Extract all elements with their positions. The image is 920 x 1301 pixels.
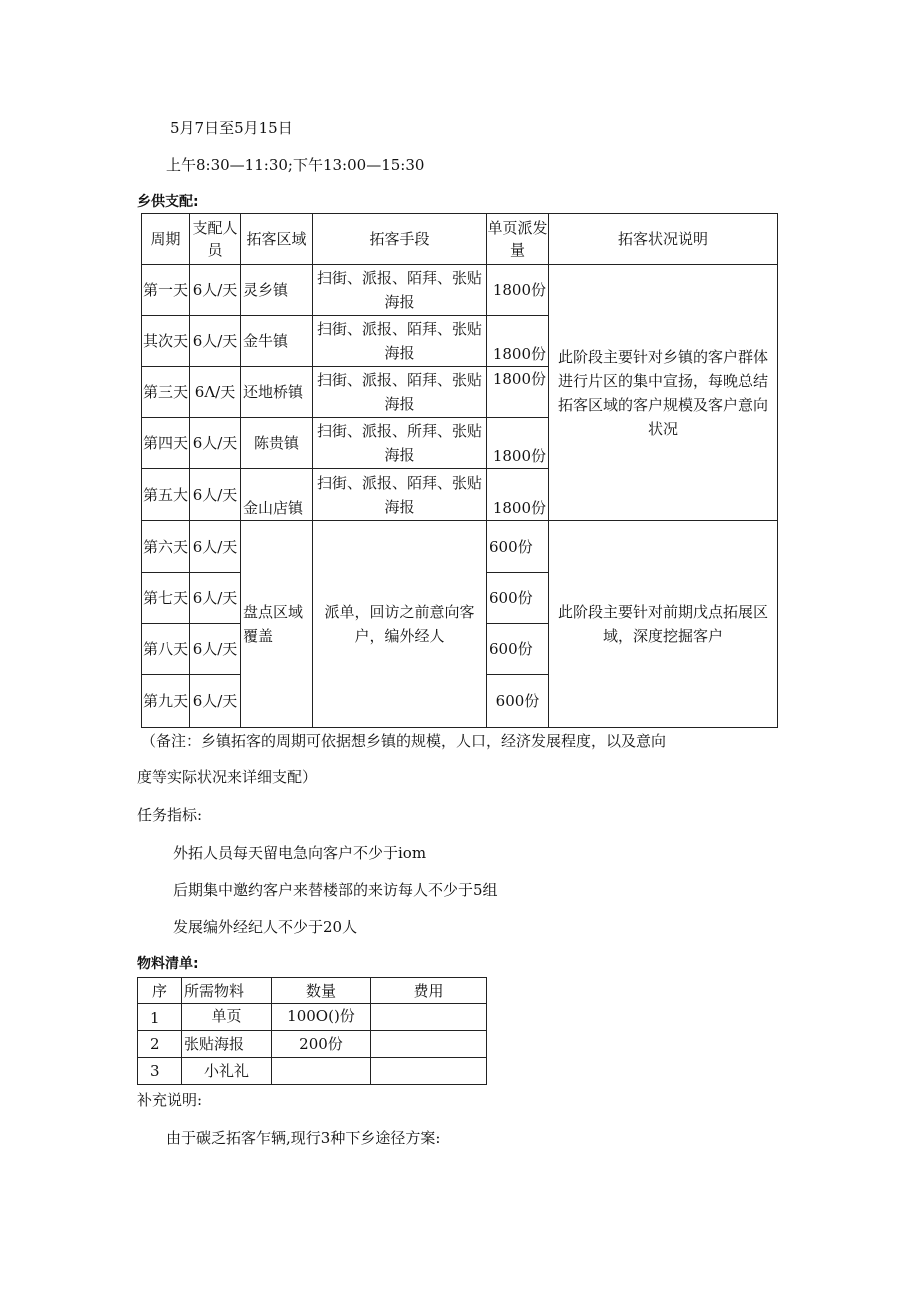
qty-cell: 600份	[487, 624, 549, 675]
staff-cell: 6人/天	[190, 469, 241, 521]
period-cell: 第三天	[142, 367, 190, 418]
period-cell: 第五大	[142, 469, 190, 521]
cost-cell	[371, 1058, 487, 1085]
qty-cell: 200份	[272, 1031, 371, 1058]
method-cell: 扫街、派报、陌拜、张贴海报	[313, 367, 487, 418]
date-range: 5月7日至5月15日	[170, 119, 293, 137]
qty-cell: 1800份	[487, 367, 549, 418]
remark-line-2: 度等实际状况来详细支配）	[137, 768, 318, 786]
schedule-table	[141, 213, 778, 728]
target-item: 外拓人员每天留电急向客户不少于iom	[173, 844, 427, 862]
materials-table	[137, 977, 487, 1085]
table-row	[142, 265, 778, 316]
method-cell: 扫街、派报、陌拜、张贴海报	[313, 469, 487, 521]
cost-cell	[371, 1004, 487, 1031]
no-cell: 3	[138, 1058, 182, 1085]
staff-cell: 6人/天	[190, 573, 241, 624]
qty-cell: 600份	[487, 675, 549, 728]
staff-cell: 6Λ/天	[190, 367, 241, 418]
col-item: 所需物料	[182, 978, 272, 1004]
area-cell: 陈贵镇	[241, 418, 313, 469]
item-cell: 小礼礼	[182, 1058, 272, 1085]
staff-cell: 6人/天	[190, 316, 241, 367]
col-method: 拓客手段	[313, 214, 487, 265]
supplement-heading: 补充说明:	[137, 1091, 203, 1109]
area-cell: 金山店镇	[241, 469, 313, 521]
col-area: 拓客区域	[241, 214, 313, 265]
target-item: 发展编外经纪人不少于20人	[173, 918, 358, 936]
qty-cell: 1800份	[487, 265, 549, 316]
cost-cell	[371, 1031, 487, 1058]
staff-cell: 6人/天	[190, 418, 241, 469]
note-cell-stage-2: 此阶段主要针对前期戊点拓展区域，深度挖掘客户	[549, 521, 778, 728]
table-row	[142, 521, 778, 573]
table-row	[138, 1004, 487, 1031]
col-staff: 支配人员	[190, 214, 241, 265]
merged-method-cell: 派单，回访之前意向客户，编外经人	[313, 521, 487, 728]
staff-cell: 6人/天	[190, 675, 241, 728]
method-cell: 扫街、派报、陌拜、张贴海报	[313, 265, 487, 316]
remark-line-1: （备注：乡镇拓客的周期可依据想乡镇的规模，人口，经济发展程度，以及意向	[141, 732, 667, 750]
area-cell: 金牛镇	[241, 316, 313, 367]
item-cell: 单页	[182, 1004, 272, 1031]
area-cell: 灵乡镇	[241, 265, 313, 316]
qty-cell: 600份	[487, 573, 549, 624]
col-note: 拓客状况说明	[549, 214, 778, 265]
col-no: 序	[138, 978, 182, 1004]
note-cell-stage-1: 此阶段主要针对乡镇的客户群体进行片区的集中宣扬，每晚总结拓客区域的客户规模及客户意向状况	[549, 265, 778, 521]
period-cell: 其次天	[142, 316, 190, 367]
qty-cell: 600份	[487, 521, 549, 573]
col-cost: 费用	[371, 978, 487, 1004]
staff-cell: 6人/天	[190, 624, 241, 675]
col-period: 周期	[142, 214, 190, 265]
method-cell: 扫街、派报、陌拜、张贴海报	[313, 316, 487, 367]
period-cell: 第八天	[142, 624, 190, 675]
qty-cell: 1800份	[487, 316, 549, 367]
period-cell: 第一天	[142, 265, 190, 316]
materials-heading: 物料清单:	[137, 956, 199, 972]
period-cell: 第九天	[142, 675, 190, 728]
period-cell: 第四天	[142, 418, 190, 469]
staff-cell: 6人/天	[190, 265, 241, 316]
schedule-heading: 乡供支配:	[137, 194, 199, 210]
time-range: 上午8:30—11:30;下午13:00—15:30	[166, 156, 425, 174]
item-cell: 张贴海报	[182, 1031, 272, 1058]
table-row	[138, 1031, 487, 1058]
table-row	[138, 1058, 487, 1085]
target-item: 后期集中邀约客户来替楼部的来访每人不少于5组	[173, 881, 498, 899]
qty-cell	[272, 1058, 371, 1085]
qty-cell: 1800份	[487, 418, 549, 469]
qty-cell: 1800份	[487, 469, 549, 521]
materials-header-row	[138, 978, 487, 1004]
staff-cell: 6人/天	[190, 521, 241, 573]
merged-area-cell: 盘点区域覆盖	[241, 521, 313, 728]
period-cell: 第六天	[142, 521, 190, 573]
targets-heading: 任务指标:	[137, 806, 203, 824]
qty-cell: 100O()份	[272, 1004, 371, 1031]
period-cell: 第七天	[142, 573, 190, 624]
col-qty: 数量	[272, 978, 371, 1004]
no-cell: 2	[138, 1031, 182, 1058]
col-qty: 单页派发量	[487, 214, 549, 265]
no-cell: 1	[138, 1004, 182, 1031]
schedule-header-row	[142, 214, 778, 265]
supplement-text: 由于碳乏拓客乍辆,现行3种下乡途径方案:	[166, 1129, 441, 1147]
method-cell: 扫街、派报、所拜、张贴海报	[313, 418, 487, 469]
area-cell: 还地桥镇	[241, 367, 313, 418]
